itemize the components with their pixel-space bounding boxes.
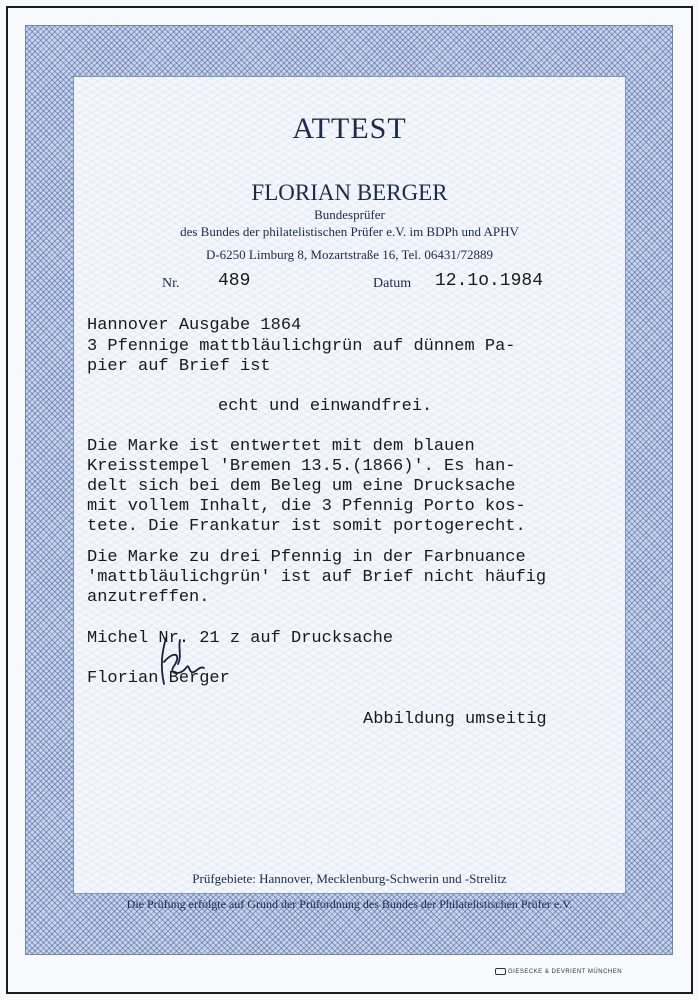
rarity-line: 'mattbläulichgrün' ist auf Brief nicht häufig [87, 568, 547, 587]
detail-line: delt sich bei dem Beleg um eine Drucksache [87, 477, 516, 496]
description-line: pier auf Brief ist [87, 357, 271, 376]
description-line: Hannover Ausgabe 1864 [87, 316, 302, 335]
description-line: 3 Pfennige mattbläulichgrün auf dünnem Pa- [87, 337, 516, 356]
footer-basis: Die Prüfung erfolgte auf Grund der Prüfordnung des Bundes der Philatelistischen Prüfer e.V. [126, 897, 573, 911]
handwritten-signature [152, 632, 216, 692]
address-line: D-6250 Limburg 8, Mozartstraße 16, Tel. 06431/72889 [205, 247, 494, 262]
detail-line: mit vollem Inhalt, die 3 Pfennig Porto kos- [87, 497, 526, 516]
catalog-reference: Michel Nr. 21 z auf Drucksache [87, 629, 394, 648]
printer-logo-icon [495, 968, 506, 975]
expert-name: FLORIAN BERGER [251, 180, 448, 205]
footer-areas: Prüfgebiete: Hannover, Mecklenburg-Schwerin und -Strelitz [192, 871, 507, 886]
verdict: echt und einwandfrei. [218, 397, 433, 416]
date-value: 12.1o.1984 [435, 271, 544, 291]
nr-value: 489 [218, 271, 251, 291]
rarity-line: Die Marke zu drei Pfennig in der Farbnuance [87, 548, 526, 567]
signer-name: Florian Berger [87, 669, 230, 688]
expert-role: Bundesprüfer [314, 207, 385, 222]
certificate-title: ATTEST [292, 112, 407, 145]
date-label: Datum [373, 276, 412, 291]
detail-line: Kreisstempel 'Bremen 13.5.(1866)'. Es han- [87, 457, 516, 476]
printer-mark: GIESECKE & DEVRIENT MÜNCHEN [508, 969, 623, 975]
detail-line: Die Marke ist entwertet mit dem blauen [87, 437, 475, 456]
nr-label: Nr. [162, 276, 180, 291]
federation-line: des Bundes der philatelistischen Prüfer e.V. im BDPh und APHV [180, 224, 519, 239]
detail-line: tete. Die Frankatur ist somit portogerecht. [87, 517, 526, 536]
illustration-note: Abbildung umseitig [363, 710, 547, 729]
rarity-line: anzutreffen. [87, 588, 210, 607]
